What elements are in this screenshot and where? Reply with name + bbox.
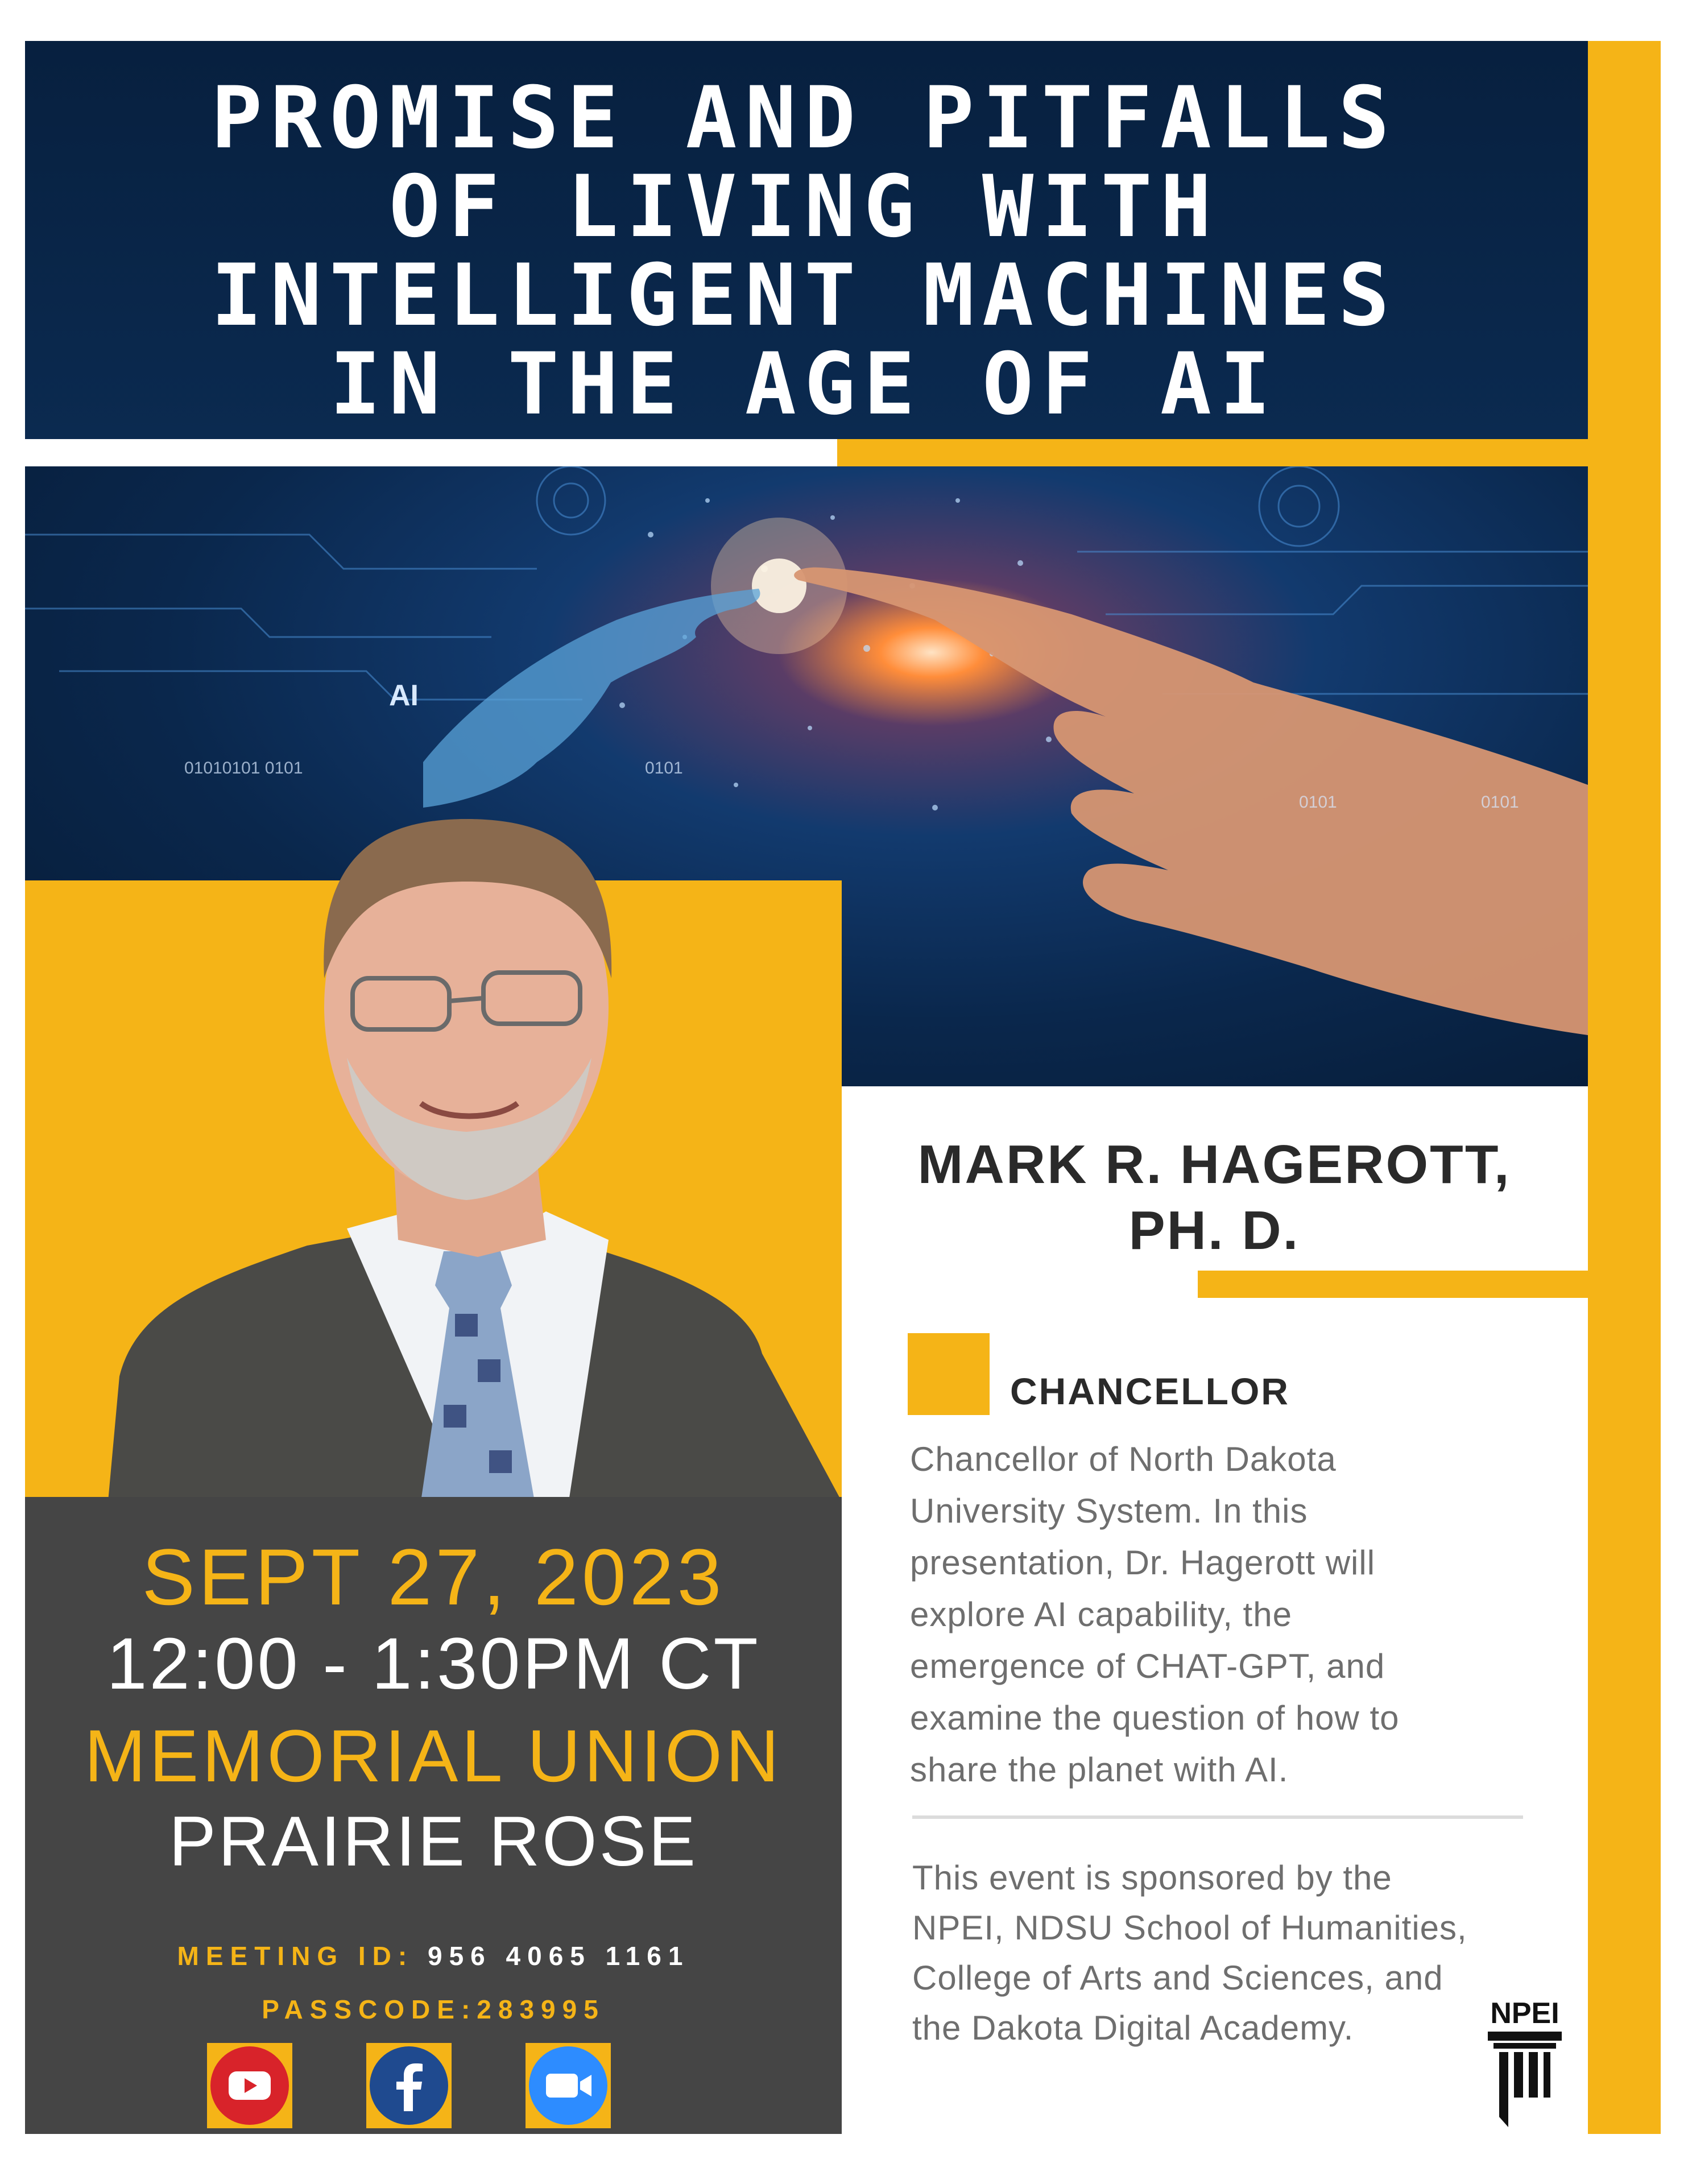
facebook-icon[interactable] <box>366 2043 452 2128</box>
bio-line: explore AI capability, the <box>910 1595 1292 1633</box>
bio-line: presentation, Dr. Hagerott will <box>910 1544 1376 1582</box>
meeting-passcode: PASSCODE:283995 <box>262 1995 605 2024</box>
speaker-role: CHANCELLOR <box>1010 1370 1290 1412</box>
sponsor-line: the Dakota Digital Academy. <box>912 2009 1354 2047</box>
title-line: IN THE AGE OF AI <box>329 335 1279 434</box>
human-hand <box>794 568 1588 1035</box>
hero-binary-text: 0101 <box>645 759 683 777</box>
event-venue: MEMORIAL UNION <box>84 1714 783 1797</box>
youtube-icon[interactable] <box>207 2043 292 2128</box>
meeting-id-value: 956 4065 1161 <box>428 1941 690 1971</box>
event-room: PRAIRIE ROSE <box>169 1802 698 1881</box>
bio-line: examine the question of how to <box>910 1699 1400 1737</box>
sponsor-line: College of Arts and Sciences, and <box>912 1959 1443 1997</box>
speaker-name-line: PH. D. <box>1128 1200 1300 1261</box>
zoom-icon[interactable] <box>526 2043 611 2128</box>
npei-logo-text: NPEI <box>1490 1997 1559 2030</box>
event-date: SEPT 27, 2023 <box>142 1532 725 1622</box>
hero-binary-text: 0101 <box>1481 793 1519 812</box>
yellow-title-underline <box>837 437 1588 466</box>
column-icon <box>1476 2032 1573 2127</box>
section-divider <box>912 1815 1523 1819</box>
event-title <box>25 69 1583 434</box>
title-line: PROMISE AND PITFALLS <box>210 69 1398 168</box>
title-line: INTELLIGENT MACHINES <box>210 246 1398 345</box>
speaker-portrait <box>102 739 842 1502</box>
hero-ai-label: AI <box>389 679 419 712</box>
title-line: OF LIVING WITH <box>388 158 1220 257</box>
bio-line: Chancellor of North Dakota <box>910 1440 1337 1478</box>
yellow-right-stripe <box>1588 41 1661 2134</box>
sponsor-statement <box>912 1853 1526 2053</box>
sponsor-line: This event is sponsored by the <box>912 1859 1392 1897</box>
speaker-bio <box>910 1433 1536 1796</box>
event-info-panel <box>25 1497 842 2134</box>
meeting-id-label: MEETING ID: <box>177 1941 414 1971</box>
meeting-id <box>25 1941 842 1971</box>
yellow-name-underline <box>1198 1271 1588 1298</box>
bio-line: emergence of CHAT-GPT, and <box>910 1647 1385 1685</box>
speaker-name-line: MARK R. HAGEROTT, <box>917 1134 1511 1195</box>
bio-line: University System. In this <box>910 1492 1308 1530</box>
event-time: 12:00 - 1:30PM CT <box>106 1623 760 1705</box>
hero-binary-text: 0101 <box>1299 793 1337 812</box>
bio-line: share the planet with AI. <box>910 1751 1289 1789</box>
speaker-name <box>842 1132 1587 1264</box>
npei-logo <box>1476 1996 1573 2127</box>
sponsor-line: NPEI, NDSU School of Humanities, <box>912 1909 1467 1947</box>
role-marker-square <box>908 1333 990 1415</box>
hero-binary-text: 01010101 0101 <box>184 759 303 777</box>
